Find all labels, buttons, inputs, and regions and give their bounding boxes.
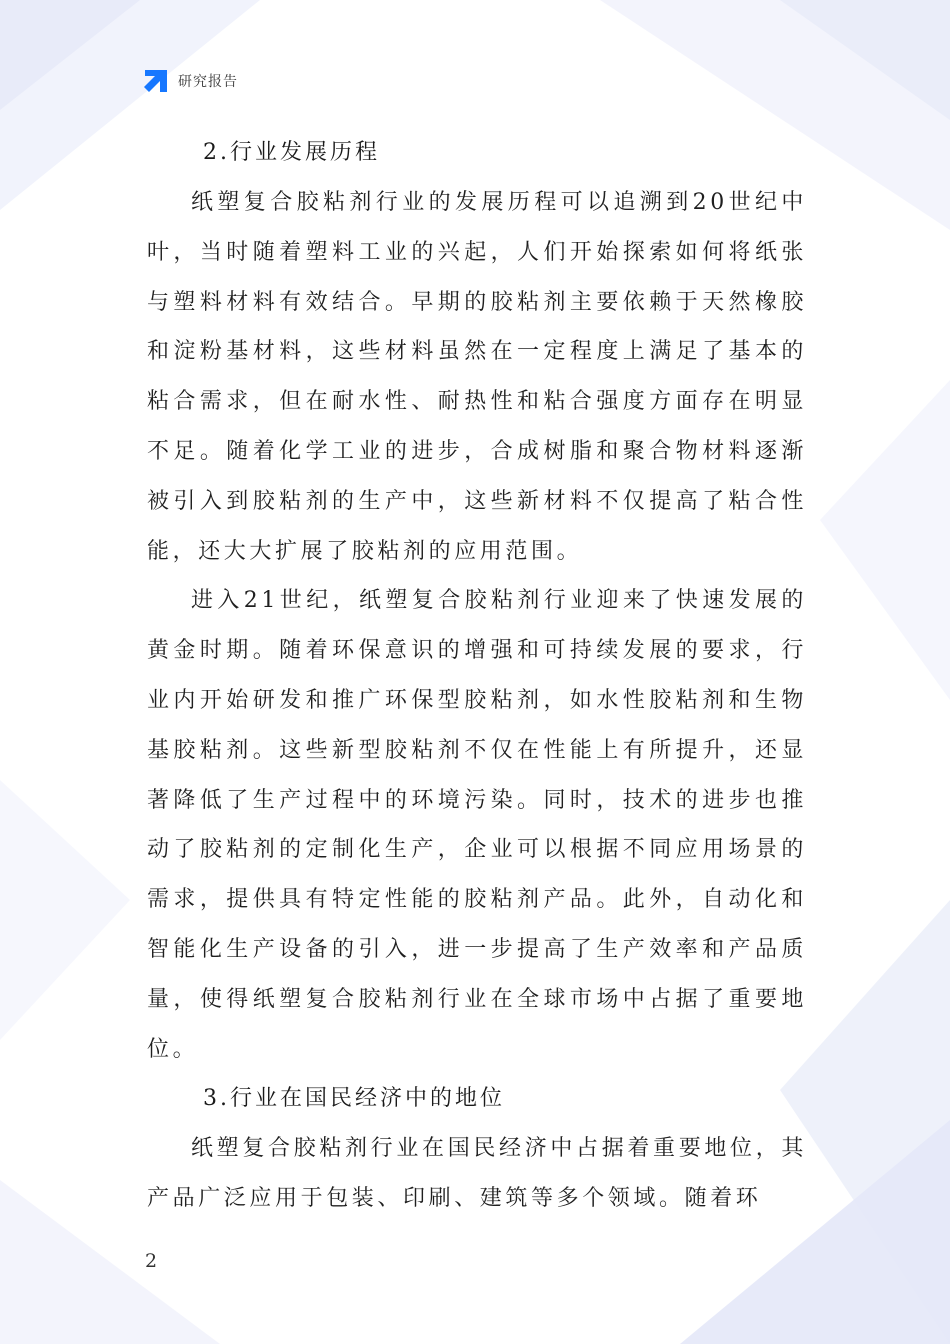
body-paragraph: 纸塑复合胶粘剂行业在国民经济中占据着重要地位，其产品广泛应用于包装、印刷、建筑等多个领域。随着环 [147,1136,807,1212]
report-header [143,68,238,94]
page-number: 2 [145,1250,158,1272]
section-heading: 3.行业在国民经济中的地位 [203,1086,505,1112]
document-body [147,128,807,1224]
section-heading: 2.行业发展历程 [203,140,380,165]
body-paragraph: 进入21世纪，纸塑复合胶粘剂行业迎来了快速发展的黄金时期。随着环保意识的增强和可持续发展的要求，行业内开始研发和推广环保型胶粘剂，如水性胶粘剂和生物基胶粘剂。这些新型胶粘剂不仅在性能上有所提升，还显著降低了生产过程中的环境污染。同时，技术的进步也推动了胶粘剂的定制化生产，企业可以根据不同应用场景的需求，提供具有特定性能的胶粘剂产品。此外，自动化和智能化生产设备的引入，进一步提高了生产效率和产品质量，使得纸塑复合胶粘剂行业在全球市场中占据了重要地位。 [147,588,807,1062]
body-paragraph: 纸塑复合胶粘剂行业的发展历程可以追溯到20世纪中叶，当时随着塑料工业的兴起，人们开始探索如何将纸张与塑料材料有效结合。早期的胶粘剂主要依赖于天然橡胶和淀粉基材料，这些材料虽然在一定程度上满足了基本的粘合需求，但在耐水性、耐热性和粘合强度方面存在明显不足。随着化学工业的进步，合成树脂和聚合物材料逐渐被引入到胶粘剂的生产中，这些新材料不仅提高了粘合性能，还大大扩展了胶粘剂的应用范围。 [147,190,807,564]
header-title: 研究报告 [178,74,238,90]
blue-arrow-icon [143,68,169,94]
